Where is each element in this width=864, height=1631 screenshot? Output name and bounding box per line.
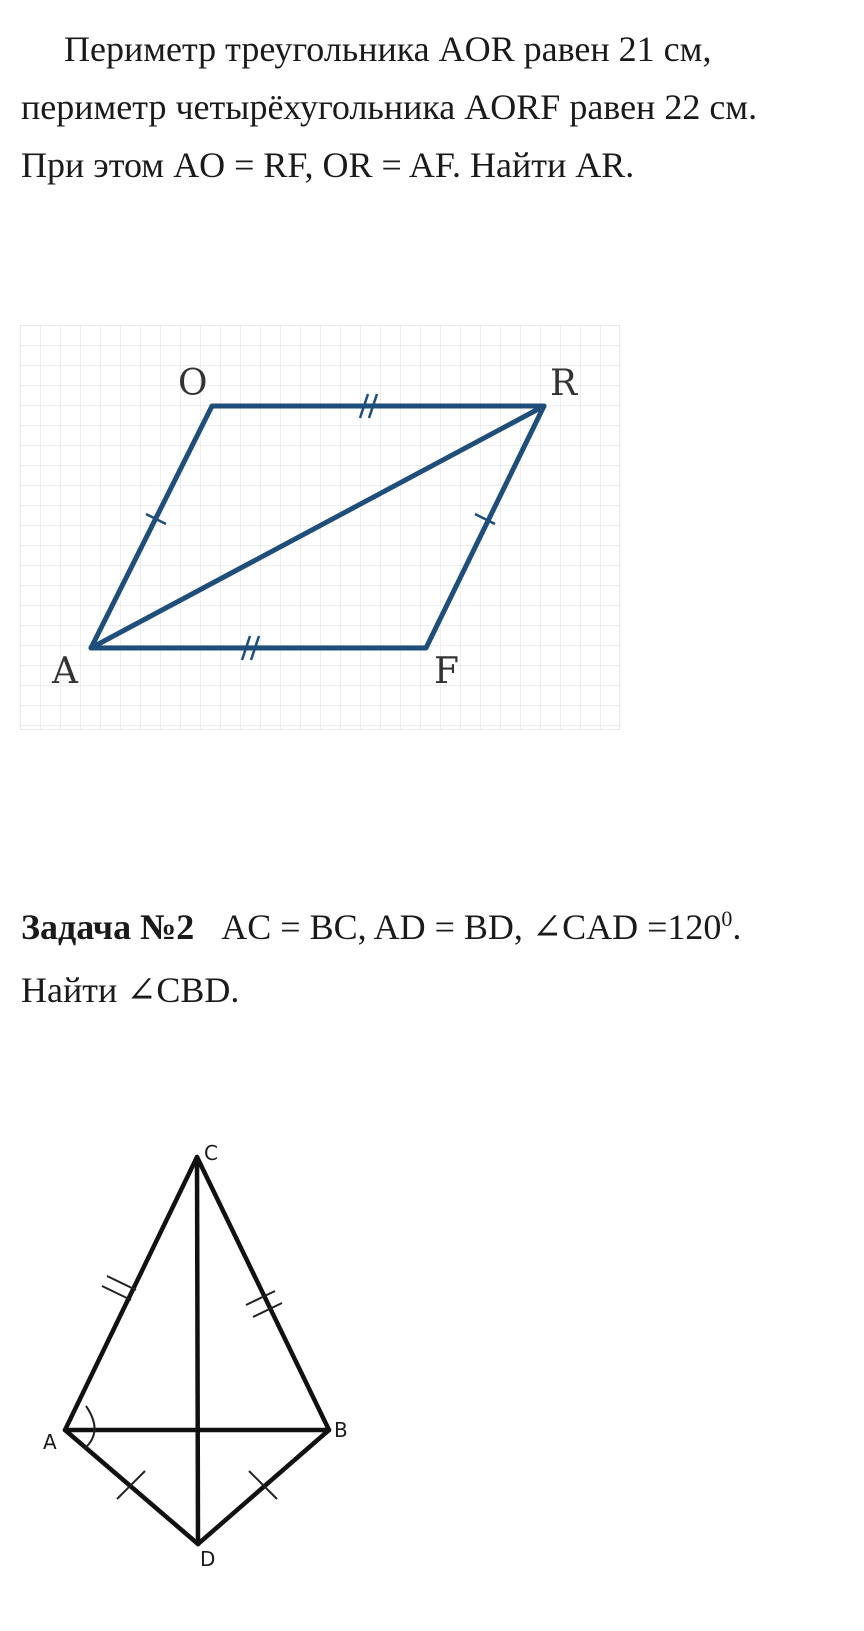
label-r: R	[550, 363, 578, 404]
angle-arc-a	[84, 1406, 95, 1449]
segment-cd	[197, 1157, 198, 1544]
label-b: B	[334, 1418, 348, 1442]
task2-condition: AC = BC, AD = BD, ∠CAD =120	[221, 907, 722, 947]
task1-line2: периметр четырёхугольника AORF равен 22 см.	[21, 87, 758, 127]
label-a2: A	[43, 1430, 57, 1454]
degree-superscript: 0	[721, 906, 733, 931]
task2-period: .	[732, 907, 742, 947]
task1-text	[21, 20, 864, 194]
task1-line3: При этом AO = RF, OR = AF. Найти AR.	[21, 145, 635, 185]
label-d: D	[200, 1547, 216, 1571]
parallelogram-figure	[20, 325, 620, 730]
kite-figure	[40, 1140, 380, 1580]
label-c: C	[204, 1141, 218, 1165]
label-a: A	[52, 651, 78, 692]
task2-text	[21, 896, 864, 1022]
task2-line1	[21, 896, 864, 959]
label-o: O	[178, 363, 208, 404]
tick-ac-1	[102, 1286, 131, 1300]
task2-question: Найти ∠CBD.	[21, 970, 240, 1010]
task2-title: Задача №2	[21, 907, 195, 947]
task1-line1: Периметр треугольника AOR равен 21 см,	[64, 29, 712, 69]
tick-ac-2	[107, 1276, 136, 1290]
label-f: F	[434, 651, 459, 692]
